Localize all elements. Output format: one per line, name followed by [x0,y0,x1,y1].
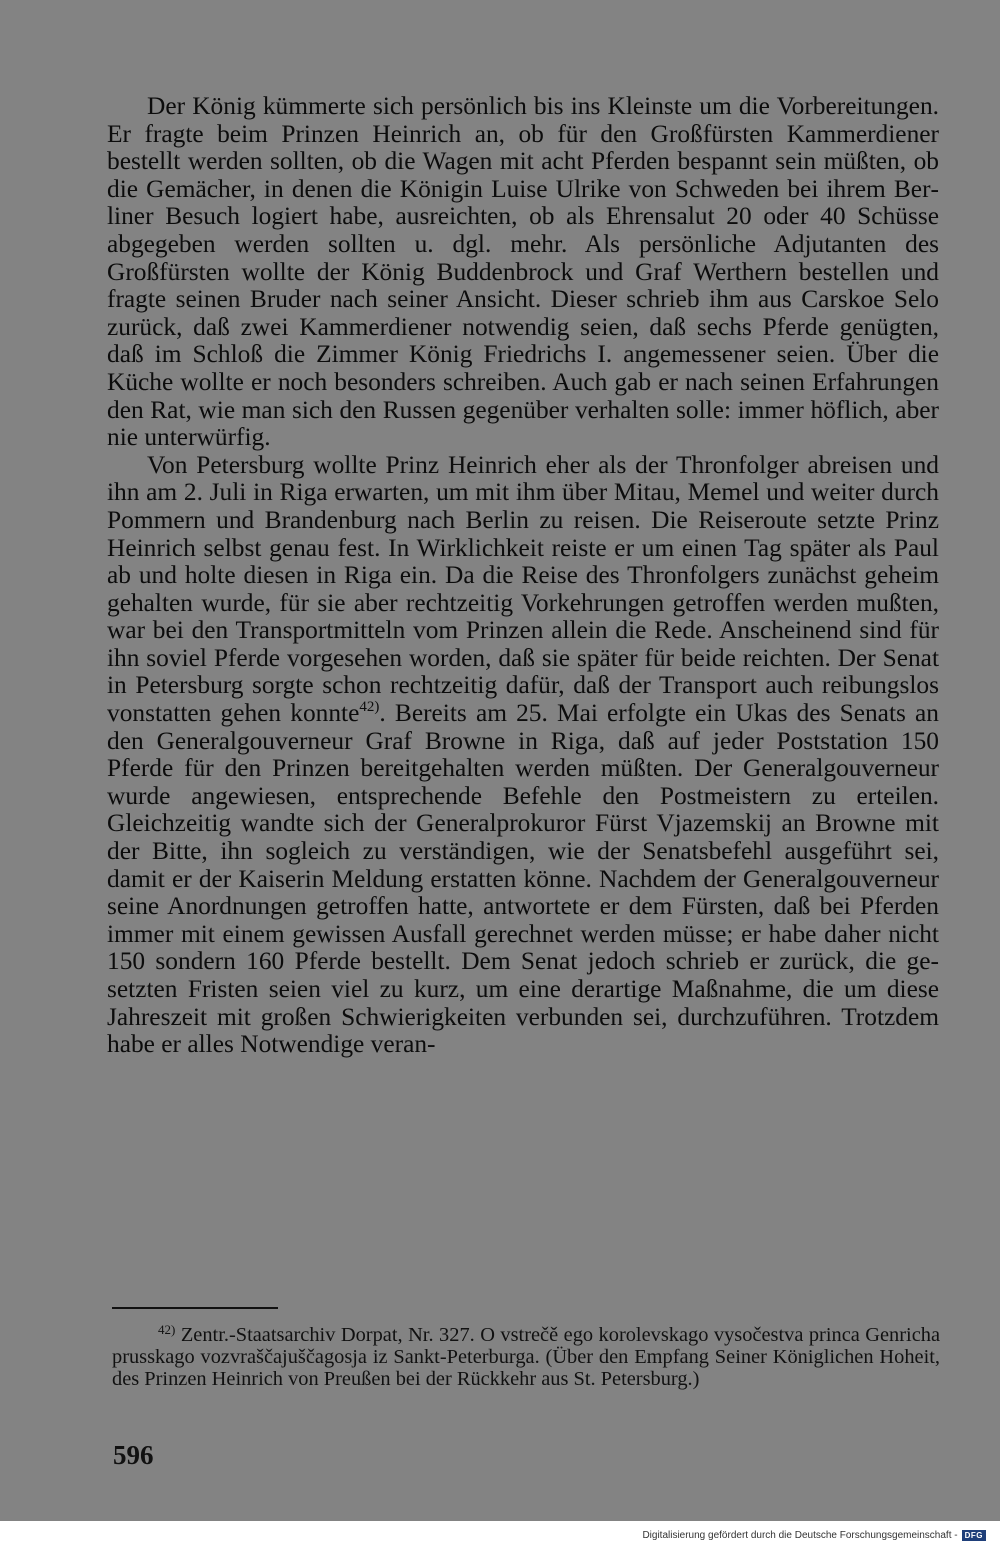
paragraph-2 [107,452,939,1059]
footnote-text: Zentr.-Staatsarchiv Dorpat, Nr. 327. O vstrečě ego korolevskago vysočestva princa Genricha prusskago vozvraščajuščagosja iz Sankt-Peterburga. (Über den Empfang Seiner Königlichen Hoheit, des Prinzen Heinrich von Preußen bei der Rückkehr aus St. Petersburg.) [112,1324,940,1390]
footnote [112,1324,940,1390]
digitization-credit [642,1530,986,1541]
paragraph-2-text: Von Petersburg wollte Prinz Heinrich eher als der Thronfolger abreisen und ihn am 2. Juli in Riga erwarten, um mit ihm über Mitau, Memel und weiter durch Pommern und Brandenburg nach Berlin zu reisen. Die Reiseroute setzte Prinz Heinrich selbst genau fest. In Wirklichkeit reiste er um einen Tag später als Paul ab und holte diesen in Riga ein. Da die Reise des Thronfolgers zunächst geheim gehalten wurde, für sie aber rechtzeitig Vorkehrungen getroffen werden mußten, war bei den Transportmitteln vom Prinzen allein die Rede. Anscheinend sind für ihn soviel Pferde vorgesehen worden, daß sie später für beide reichten. Der Senat in Petersburg sorgte schon rechtzeitig dafür, daß der Transport auch reibungslos vonstatten gehen konnte [107,450,939,728]
credit-text: Digitalisierung gefördert durch die Deutsche Forschungsgemeinschaft - [642,1530,958,1541]
paragraph-1: Der König kümmerte sich persönlich bis ins Kleinste um die Vorbereitungen. Er fragte beim Prinzen Heinrich an, ob für den Großfürsten Kammerdiener bestellt werden sollten, ob die Wagen mit acht Pferden bespannt sein müßten, ob die Gemächer, in denen die Königin Luise Ulrike von Schweden bei ihrem Berliner Besuch logiert habe, ausreichten, ob als Ehrensalut 20 oder 40 Schüsse abgegeben werden sollten u. dgl. mehr. Als persönliche Adjutanten des Großfürsten wollte der König Buddenbrock und Graf Werthern bestellen und fragte seinen Bruder nach seiner Ansicht. Dieser schrieb ihm aus Carskoe Selo zurück, daß zwei Kammerdiener notwendig seien, daß sechs Pferde genügten, daß im Schloß die Zimmer König Friedrichs I. angemessener seien. Über die Küche wollte er noch besonders schreiben. Auch gab er nach seinen Erfahrungen den Rat, wie man sich den Russen gegenüber verhalten solle: immer höflich, aber nie unterwürfig. [107,92,939,452]
footnote-marker: 42) [158,1322,176,1337]
footnote-reference: 42) [359,699,380,716]
paragraph-2-continuation: . Bereits am 25. Mai erfolgte ein Ukas des Senats an den Generalgouverneur Graf Browne in Riga, daß auf jeder Poststation 150 Pferde für den Prinzen bereitgehalten werden müßten. Der Generalgouverneur wurde angewiesen, entsprechende Befehle den Postmeistern zu erteilen. Gleichzeitig wandte sich der Generalprokuror Fürst Vjazemskij an Browne mit der Bitte, ihn sogleich zu verständigen, wie der Senatsbefehl ausgeführt sei, damit er der Kaiserin Meldung erstatten könne. Nachdem der Generalgouverneur seine Anordnungen getroffen hatte, antwortete er dem Fürsten, daß bei Pferden immer mit einem gewissen Ausfall gerechnet werden müsse; er habe daher nicht 150 sondern 160 Pferde bestellt. Dem Senat jedoch schrieb er zurück, die gesetzten Fristen seien viel zu kurz, um eine derartige Maßnahme, die um diese Jahreszeit mit großen Schwierigkeiten verbunden sei, durchzuführen. Trotzdem habe er alles Notwendige veran- [107,699,939,1059]
body-text [107,93,939,1059]
footnote-divider [112,1307,278,1309]
dfg-logo-icon: DFG [962,1530,986,1541]
page-number: 596 [113,1440,154,1470]
